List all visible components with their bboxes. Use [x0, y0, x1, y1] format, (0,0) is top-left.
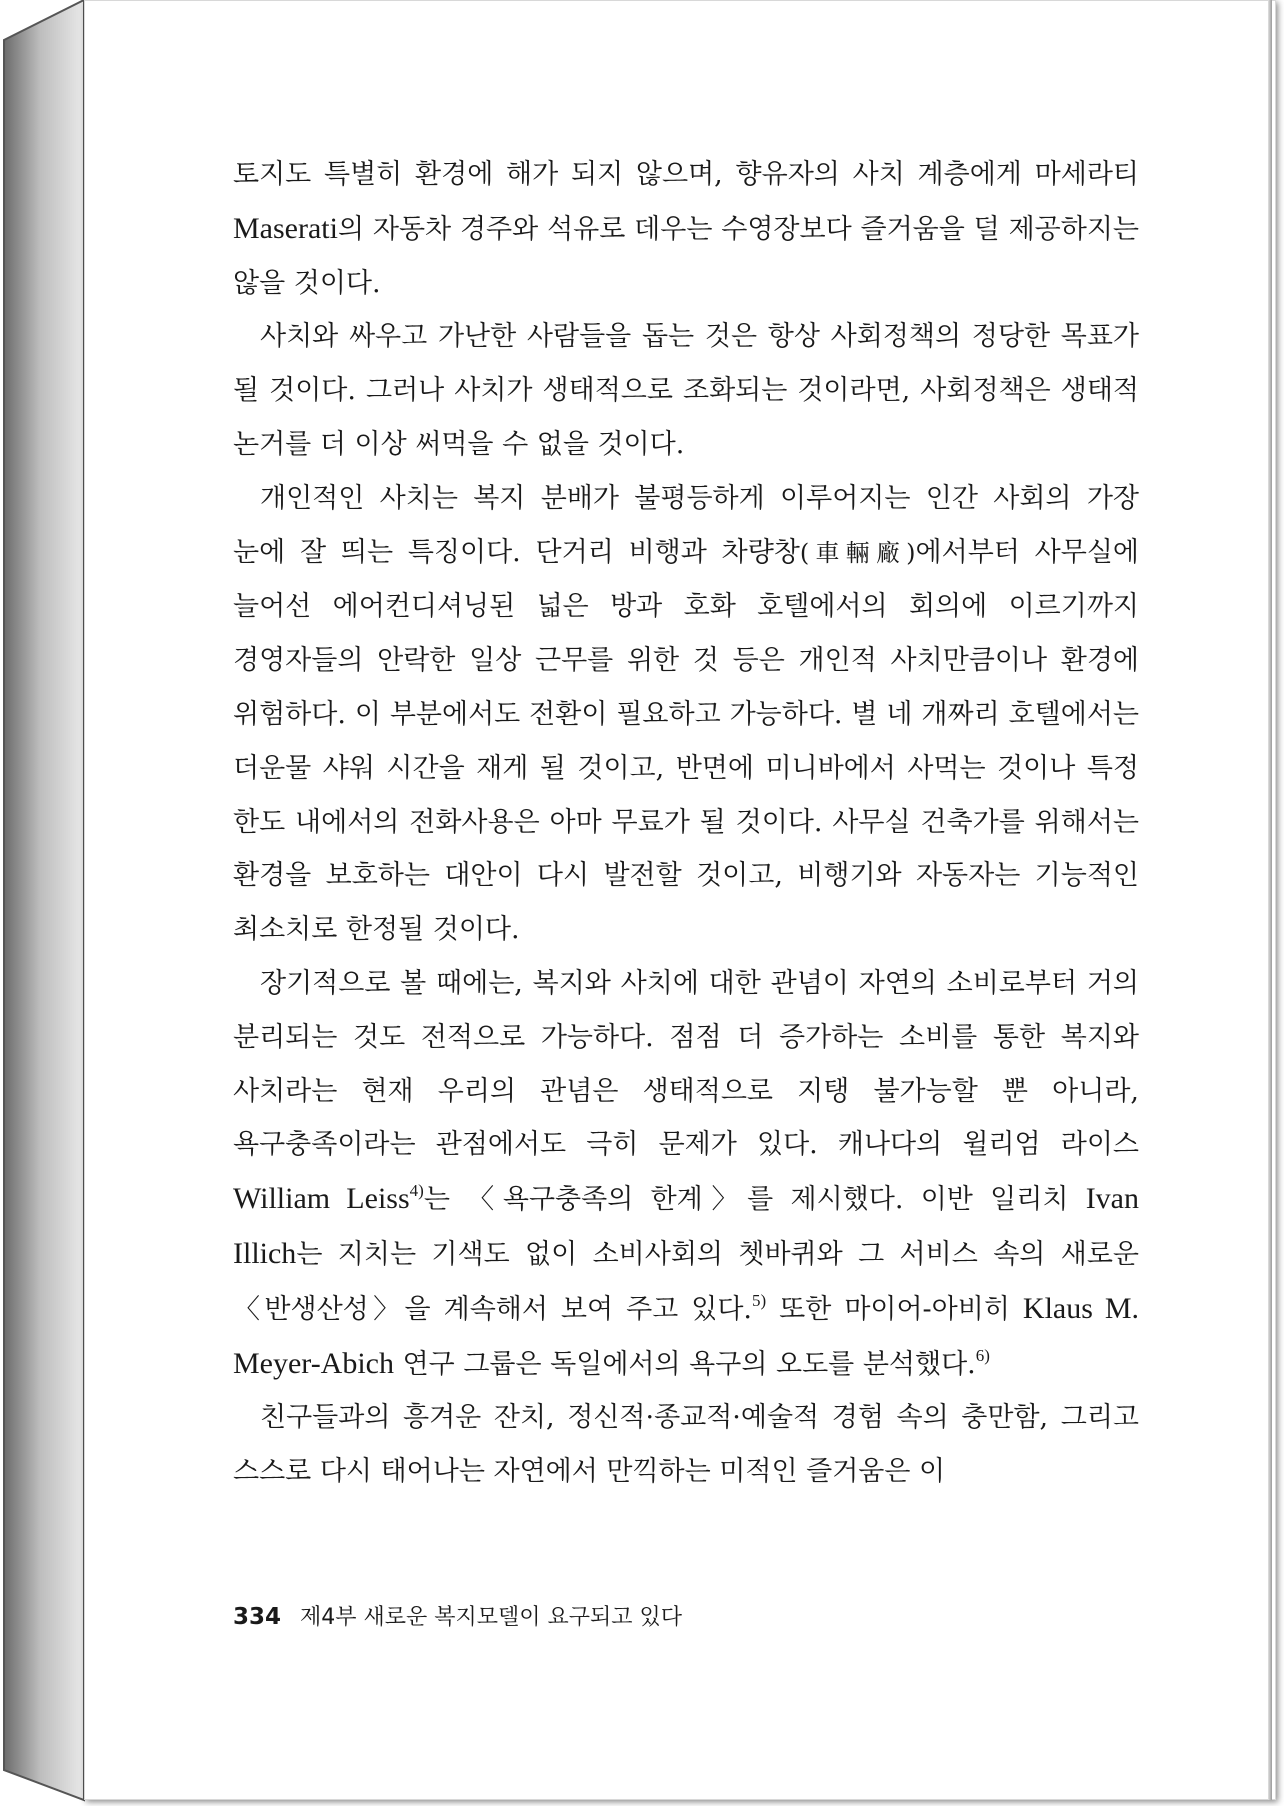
- text-run: 에서부터 사무실에 늘어선 에어컨디셔닝된 넓은 방과 호화 호텔에서의 회의에 이르기까지 경영자들의 안락한 일상 근무를 위한 것 등은 개인적 사치만큼이나 환경에 위험하다. 이 부분에서도 전환이 필요하고 가능하다. 별 네 개짜리 호텔에서는 더운물 샤워 시간을 재게 될 것이고, 반면에 미니바에서 사먹는 것이나 특정 한도 내에서의 전화사용은 아마 무료가 될 것이다. 사무실 건축가를 위해서는 환경을 보호하는 대안이 다시 발전할 것이고, 비행기와 자동자는 기능적인 최소치로 한정될 것이다.: [233, 536, 1139, 946]
- paragraph: [233, 148, 1139, 310]
- paragraph: [233, 310, 1139, 471]
- paragraph: [233, 1391, 1139, 1499]
- text-run: Ivan Illich: [233, 1182, 1139, 1270]
- text-run: 연구 그룹은 독일에서의 욕구의 오도를 분석했다.: [394, 1348, 976, 1380]
- text-run: 또한 마이어-아비히: [766, 1293, 1023, 1325]
- page-footer: [233, 1600, 682, 1631]
- text-run: Maserati: [233, 211, 338, 245]
- running-title: 제4부 새로운 복지모델이 요구되고 있다: [300, 1605, 683, 1630]
- paragraph: [233, 472, 1139, 957]
- body-text: [233, 148, 1139, 1499]
- paragraph: [233, 957, 1139, 1391]
- page-edge: [1268, 0, 1272, 1800]
- text-run: 의 자동차 경주와 석유로 데우는 수영장보다 즐거움을 덜 제공하지는 않을 것이다.: [233, 213, 1139, 299]
- text-run: 는 지치는 기색도 없이 소비사회의 쳇바퀴와 그 서비스 속의 새로운 〈반생산성〉을 계속해서 보여 주고 있다.: [233, 1238, 1139, 1325]
- book-spine: [0, 0, 90, 1806]
- text-run: 는 〈욕구충족의 한계〉를 제시했다. 이반 일리치: [423, 1184, 1086, 1216]
- text-run: (車輛廠): [799, 538, 916, 567]
- text-run: 토지도 특별히 환경에 해가 되지 않으며, 향유자의 사치 계층에게 마세라티: [233, 159, 1139, 190]
- footnote-ref: 5): [752, 1290, 767, 1310]
- page-number: 334: [233, 1604, 282, 1630]
- text-run: William Leiss: [233, 1182, 410, 1216]
- text-run: 친구들과의 흥겨운 잔치, 정신적·종교적·예술적 경험 속의 충만함, 그리고 스스로 다시 태어나는 자연에서 만끽하는 미적인 즐거움은 이: [233, 1402, 1139, 1488]
- footnote-ref: 6): [975, 1345, 990, 1365]
- footnote-ref: 4): [409, 1181, 424, 1201]
- text-run: 장기적으로 볼 때에는, 복지와 사치에 대한 관념이 자연의 소비로부터 거의 분리되는 것도 전적으로 가능하다. 점점 더 증가하는 소비를 통한 복지와 사치라는 현재 우리의 관념은 생태적으로 지탱 불가능할 뿐 아니라, 욕구충족이라는 관점에서도 극히 문제가 있다. 캐나다의 윌리엄 라이스: [233, 967, 1139, 1161]
- text-run: Klaus M. Meyer-Abich: [233, 1291, 1139, 1380]
- text-run: 개인적인 사치는 복지 분배가 불평등하게 이루어지는 인간 사회의 가장 눈에 잘 띄는 특징이다. 단거리 비행과 차량창: [233, 482, 1139, 568]
- text-run: 사치와 싸우고 가난한 사람들을 돕는 것은 항상 사회정책의 정당한 목표가 될 것이다. 그러나 사치가 생태적으로 조화되는 것이라면, 사회정책은 생태적 논거를 더 이상 써먹을 수 없을 것이다.: [233, 321, 1139, 460]
